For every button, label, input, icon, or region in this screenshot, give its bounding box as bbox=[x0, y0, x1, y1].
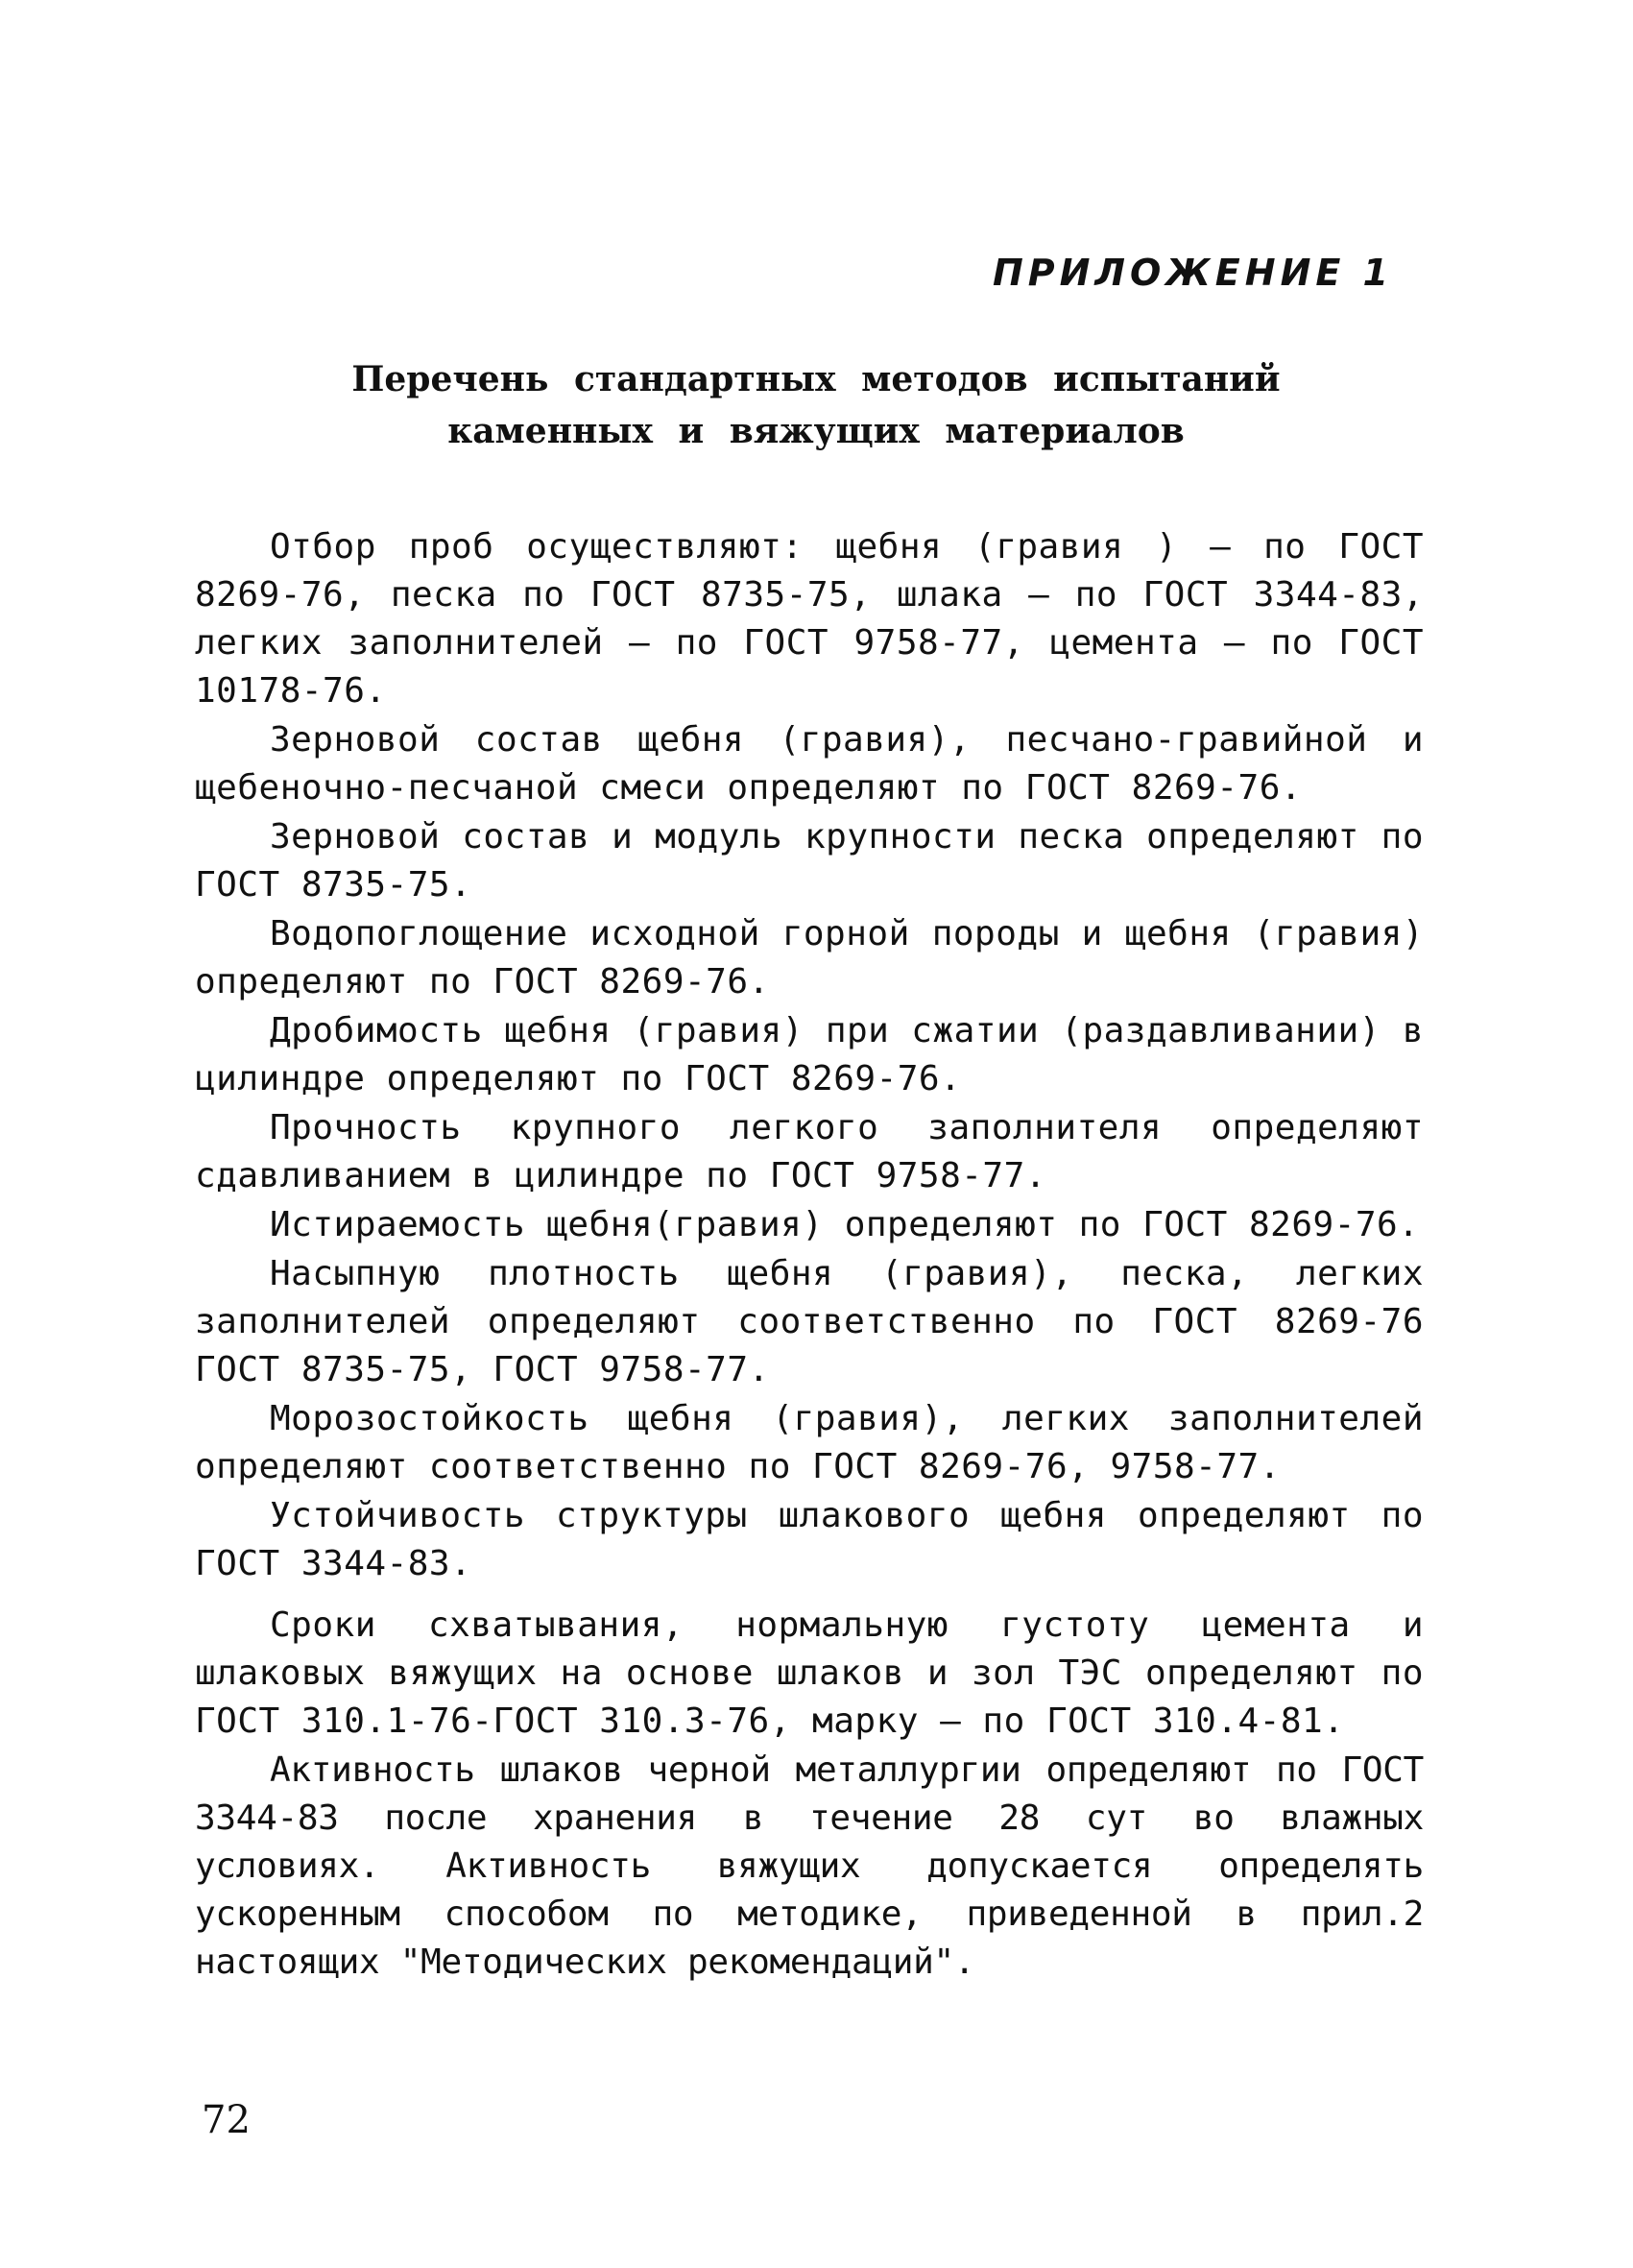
paragraph-frost-resistance: Морозостойкость щебня (гравия), легких заполнителей определяют соответственно по ГОСТ 8269-76, 9758-77. bbox=[195, 1399, 1424, 1486]
paragraph-aggregate-strength: Прочность крупного легкого заполнителя определяют сдавливанием в цилиндре по ГОСТ 9758-77. bbox=[195, 1108, 1424, 1195]
paragraph-crushability: Дробимость щебня (гравия) при сжатии (раздавливании) в цилиндре определяют по ГОСТ 8269-76. bbox=[195, 1011, 1424, 1098]
title-line-1: Перечень стандартных методов испытаний bbox=[351, 359, 1281, 399]
document-body bbox=[195, 523, 1424, 1988]
paragraph-slag-activity: Активность шлаков черной металлургии определяют по ГОСТ 3344-83 после хранения в течение 28 сут во влажных условиях. Активность вяжущих допускается определять ускоренным способом по методике, приведенной в прил.2 настоящих "Методических рекомендаций". bbox=[195, 1750, 1424, 1982]
paragraph-water-absorption: Водопоглощение исходной горной породы и щебня (гравия) определяют по ГОСТ 8269-76. bbox=[195, 914, 1424, 1001]
paragraph-grain-composition-gravel: Зерновой состав щебня (гравия), песчано-гравийной и щебеночно-песчаной смеси определяют по ГОСТ 8269-76. bbox=[195, 720, 1424, 808]
paragraph-grain-composition-sand: Зерновой состав и модуль крупности песка определяют по ГОСТ 8735-75. bbox=[195, 817, 1424, 905]
paragraph-bulk-density: Насыпную плотность щебня (гравия), песка, легких заполнителей определяют соответственно по ГОСТ 8269-76 ГОСТ 8735-75, ГОСТ 9758-77. bbox=[195, 1254, 1424, 1389]
paragraph-slag-stability: Устойчивость структуры шлакового щебня определяют по ГОСТ 3344-83. bbox=[195, 1496, 1424, 1583]
title-line-2: каменных и вяжущих материалов bbox=[447, 411, 1185, 451]
document-title bbox=[192, 353, 1440, 457]
appendix-label: ПРИЛОЖЕНИЕ 1 bbox=[992, 252, 1393, 294]
paragraph-setting-time: Сроки схватывания, нормальную густоту цемента и шлаковых вяжущих на основе шлаков и зол ТЭС определяют по ГОСТ 310.1-76-ГОСТ 310.3-76, марку – по ГОСТ 310.4-81. bbox=[195, 1605, 1424, 1741]
paragraph-sampling: Отбор проб осуществляют: щебня (гравия ) – по ГОСТ 8269-76, песка по ГОСТ 8735-75, шлака – по ГОСТ 3344-83, легких заполнителей – по ГОСТ 9758-77, цемента – по ГОСТ 10178-76. bbox=[195, 527, 1424, 711]
paragraph-abrasion: Истираемость щебня(гравия) определяют по ГОСТ 8269-76. bbox=[270, 1205, 1420, 1244]
page-number: 72 bbox=[202, 2098, 251, 2142]
